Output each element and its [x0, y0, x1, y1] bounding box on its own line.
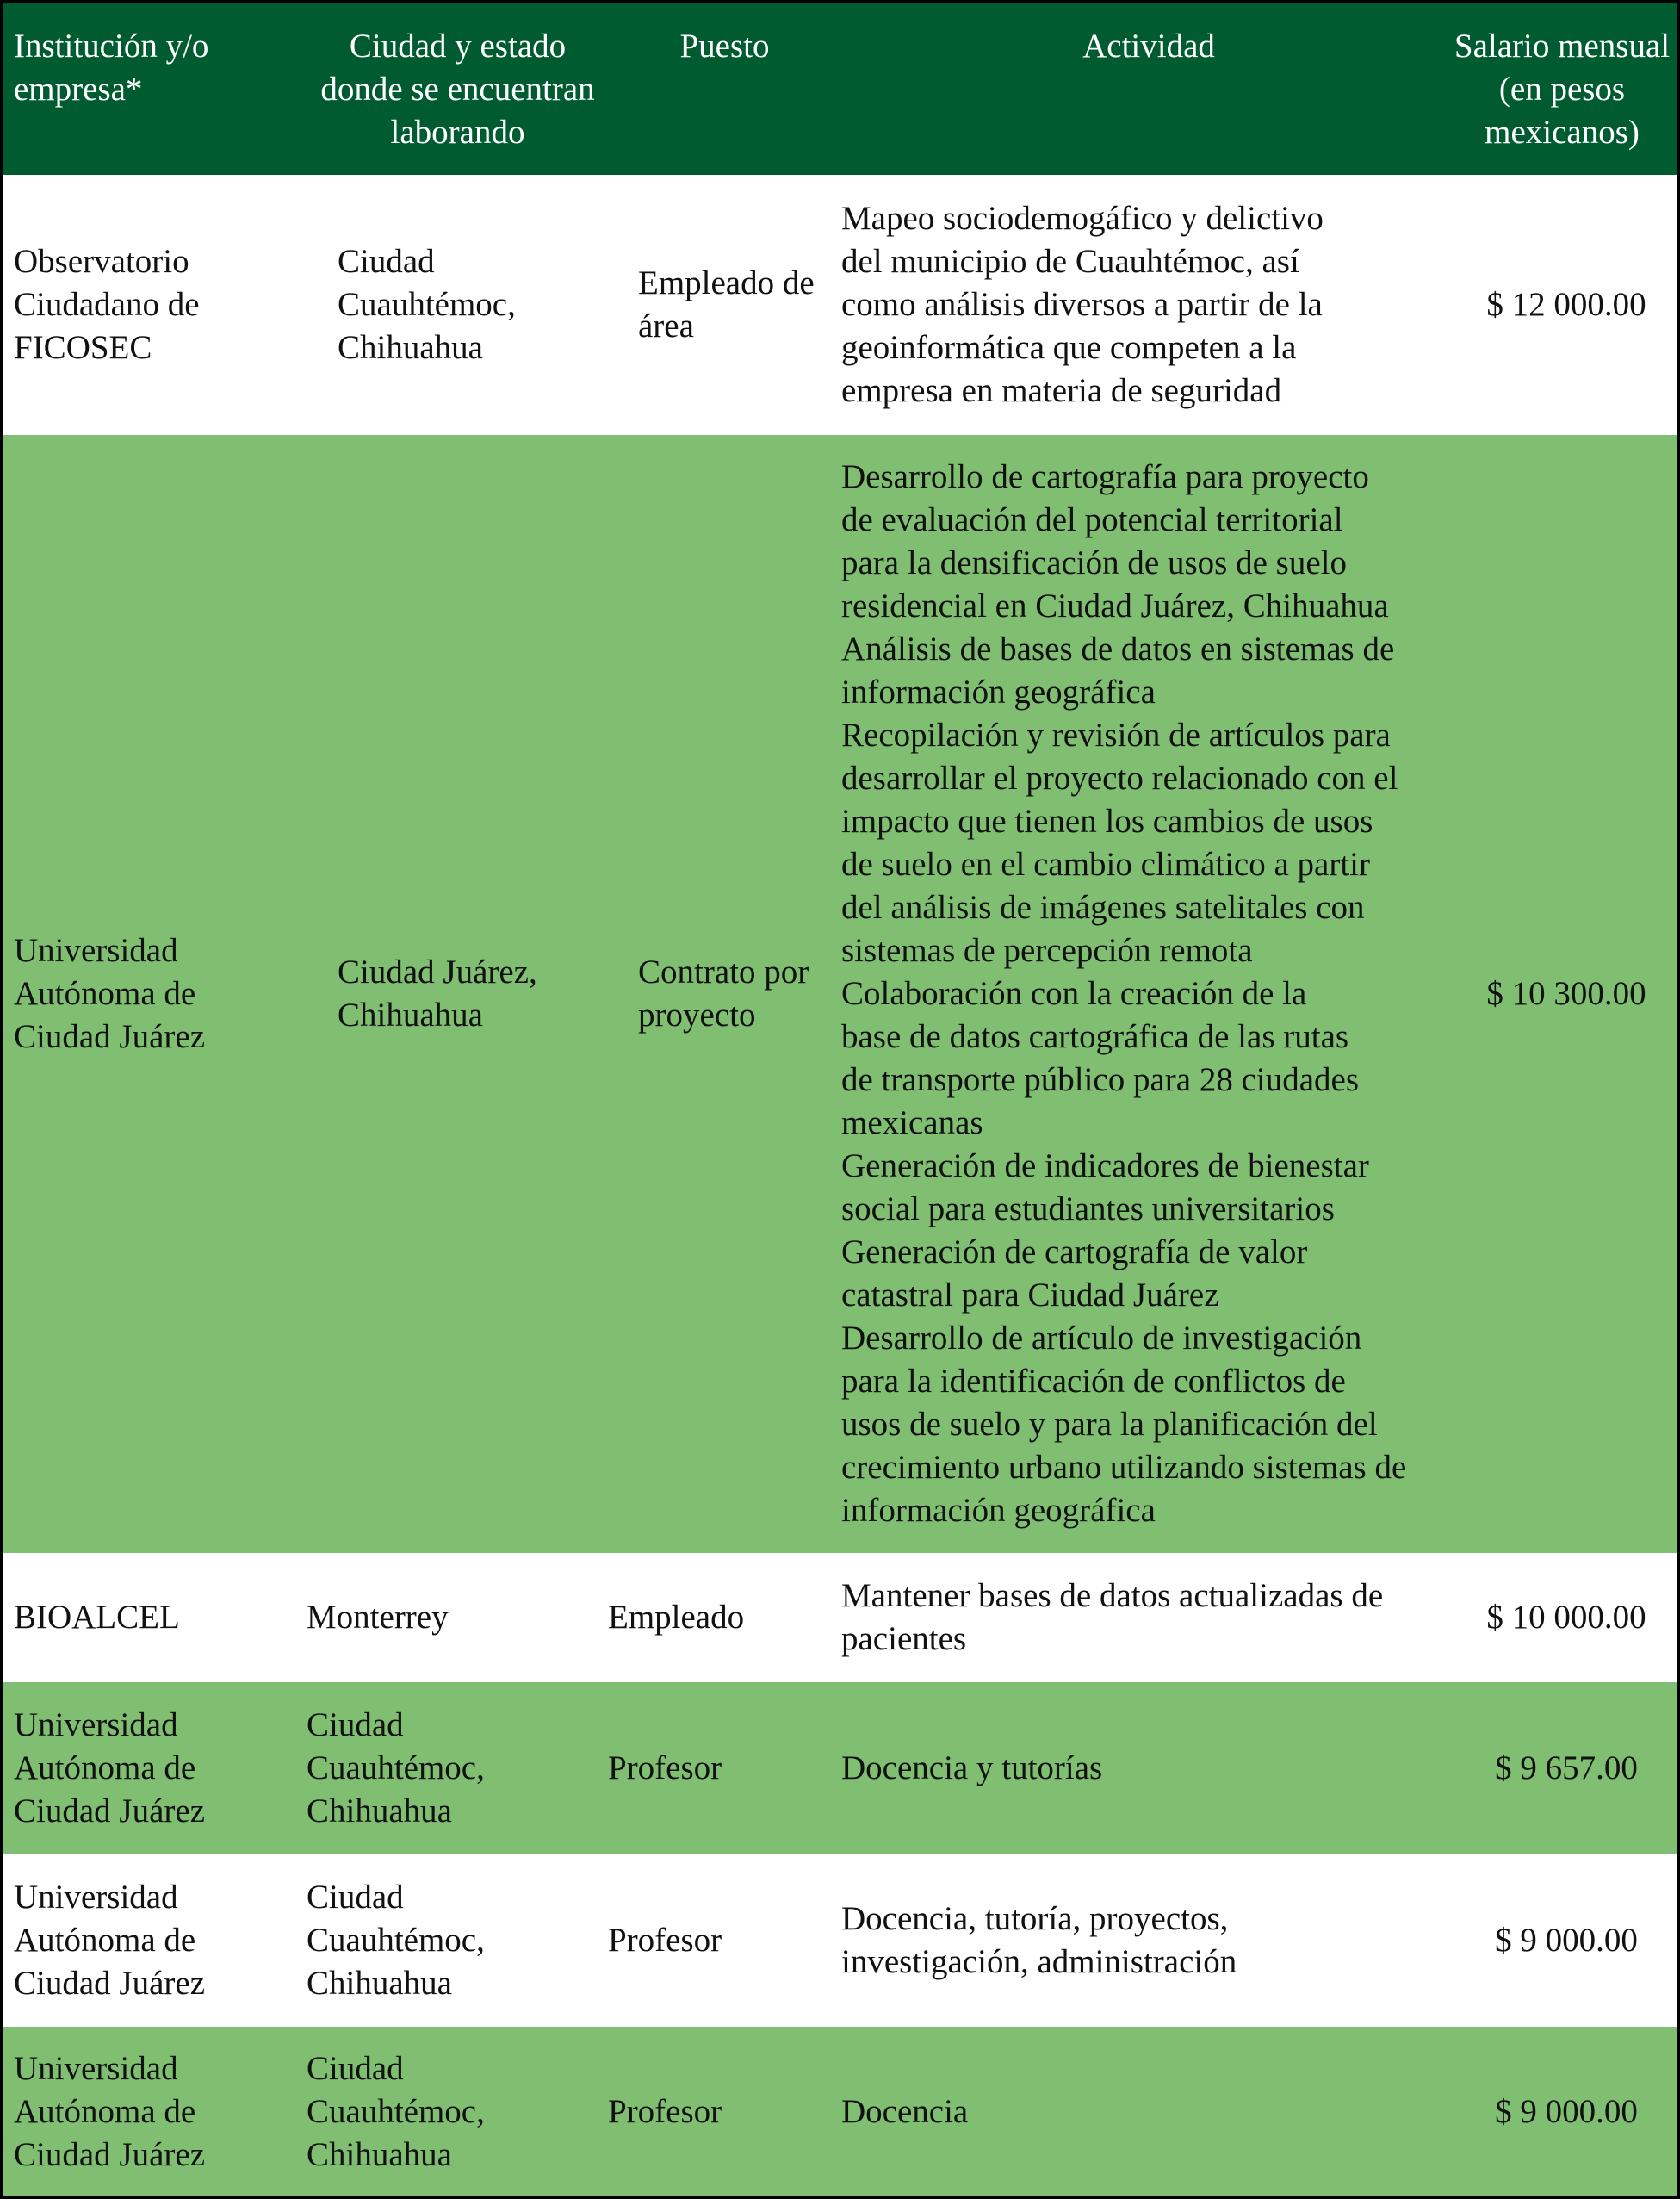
cell-salario: $ 9 657.00 — [1495, 1749, 1638, 1786]
cell-puesto: Contrato por proyecto — [638, 954, 809, 1034]
header-institucion: Institución y/o empresa* — [14, 28, 209, 108]
cell-institucion: Universidad Autónoma de Ciudad Juárez — [14, 932, 206, 1055]
cell-institucion: Universidad Autónoma de Ciudad Juárez — [14, 1706, 206, 1829]
table-row — [3, 1854, 1677, 2027]
cell-ciudad: Ciudad Cuauhtémoc, Chihuahua — [338, 243, 516, 366]
cell-institucion: Universidad Autónoma de Ciudad Juárez — [14, 2049, 206, 2173]
cell-actividad: Mapeo sociodemogáfico y delictivo del municipio de Cuauhtémoc, así como análisis diversos a partir de la geoinformática que competen a la empresa en materia de seguridad — [841, 200, 1324, 409]
cell-institucion: BIOALCEL — [14, 1599, 180, 1636]
table-row — [3, 2027, 1677, 2196]
cell-institucion: Observatorio Ciudadano de FICOSEC — [14, 243, 200, 366]
table-row — [3, 175, 1677, 435]
cell-puesto: Empleado — [608, 1599, 745, 1636]
cell-puesto: Profesor — [608, 1922, 722, 1959]
table-row — [3, 435, 1677, 1553]
header-salario: Salario mensual (en pesos mexicanos) — [1454, 28, 1671, 151]
cell-salario: $ 9 000.00 — [1495, 1922, 1638, 1959]
header-ciudad: Ciudad y estado donde se encuentran laborando — [320, 28, 595, 151]
cell-ciudad: Monterrey — [307, 1599, 449, 1636]
cell-ciudad: Ciudad Juárez, Chihuahua — [338, 954, 537, 1034]
table-header-row — [3, 3, 1677, 175]
cell-actividad: Desarrollo de cartografía para proyecto de evaluación del potencial territorial para la densificación de usos de suelo residencial en Ciudad Juárez, Chihuahua Análisis de bases de datos en sistemas de información geográfica Recopilación y revisión de artículos para desarrollar el proyecto relacionado con el impacto que tienen los cambios de usos de suelo en el cambio climático a partir del análisis de imágenes satelitales con sistemas de percepción remota Colaboración con la creación de la base de datos cartográfica de las rutas de transporte público para 28 ciudades mexicanas Generación de indicadores de bienestar social para estudiantes universitarios Generación de cartografía de valor catastral para Ciudad Juárez Desarrollo de artículo de investigación para la identificación de conflictos de usos de suelo y para la planificación del crecimiento urbano utilizando sistemas de información geográfica — [841, 458, 1407, 1529]
cell-salario: $ 10 300.00 — [1486, 975, 1646, 1012]
cell-salario: $ 9 000.00 — [1495, 2092, 1638, 2130]
table-row — [3, 1553, 1677, 1682]
cell-actividad: Mantener bases de datos actualizadas de pacientes — [841, 1577, 1384, 1657]
cell-puesto: Profesor — [608, 2092, 722, 2130]
cell-puesto: Profesor — [608, 1749, 722, 1786]
cell-ciudad: Ciudad Cuauhtémoc, Chihuahua — [307, 1879, 485, 2002]
header-actividad: Actividad — [1082, 28, 1215, 65]
cell-salario: $ 10 000.00 — [1486, 1599, 1646, 1636]
cell-institucion: Universidad Autónoma de Ciudad Juárez — [14, 1879, 206, 2002]
cell-salario: $ 12 000.00 — [1486, 286, 1646, 323]
table-row — [3, 1682, 1677, 1854]
cell-actividad: Docencia — [841, 2092, 969, 2130]
cell-actividad: Docencia, tutoría, proyectos, investigación, administración — [841, 1900, 1237, 1980]
header-puesto: Puesto — [679, 28, 770, 65]
cell-actividad: Docencia y tutorías — [841, 1749, 1103, 1786]
cell-puesto: Empleado de área — [638, 264, 815, 345]
cell-ciudad: Ciudad Cuauhtémoc, Chihuahua — [307, 1706, 485, 1829]
cell-ciudad: Ciudad Cuauhtémoc, Chihuahua — [307, 2049, 485, 2173]
